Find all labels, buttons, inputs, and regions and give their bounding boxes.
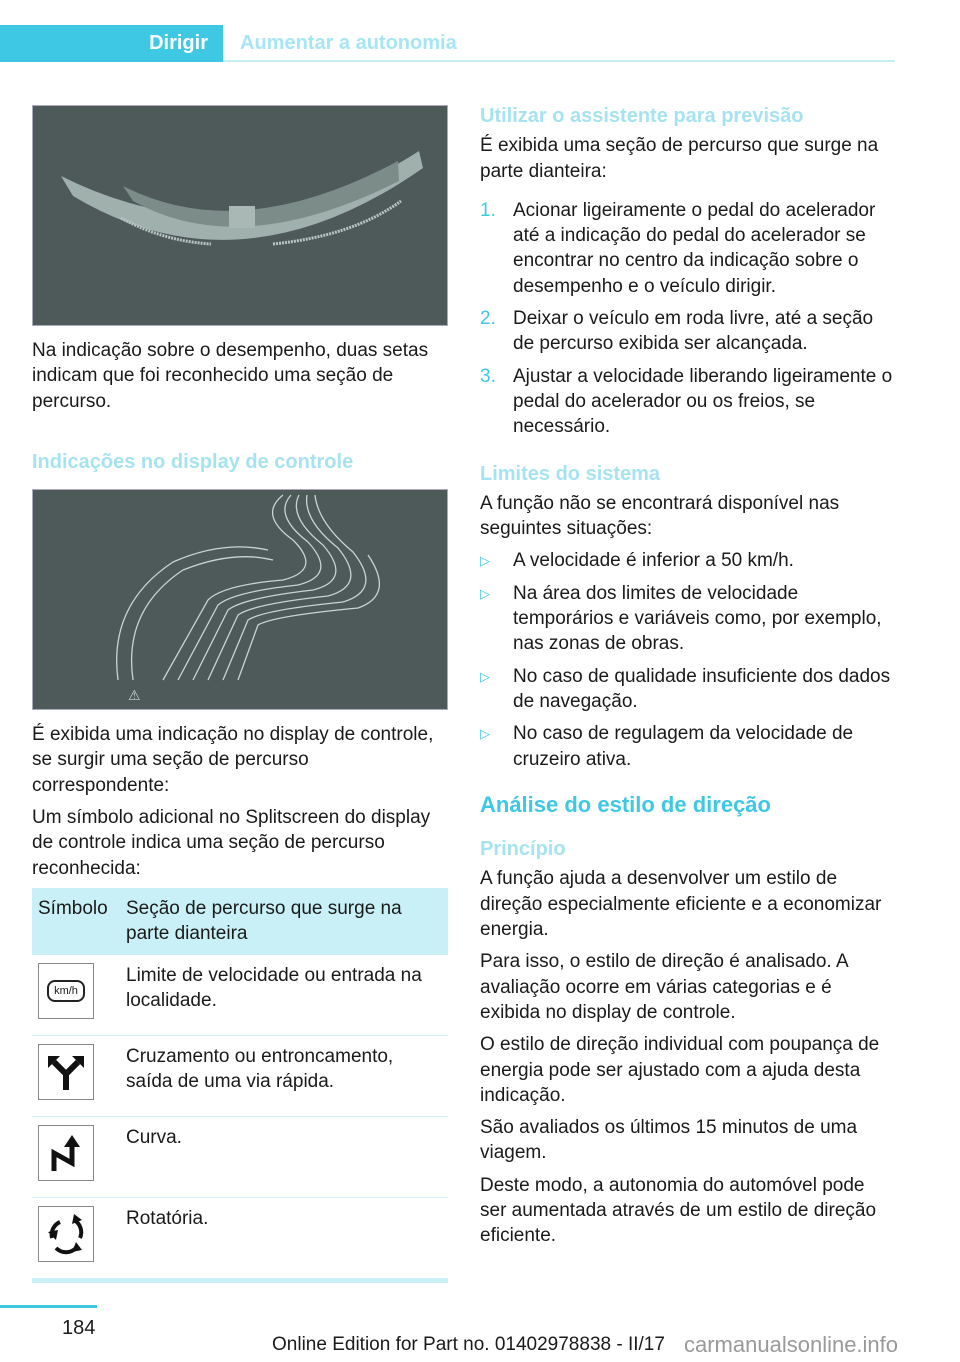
paragraph: Deste modo, a autonomia do automóvel pode ser aumentada através de um estilo de direção eficiente. <box>480 1174 877 1247</box>
step-text: Acionar ligeiramente o pedal do acelerador até a indicação do pedal do acelerador se encontrar no centro da indicação sobre o desempenho e o veículo dirigir. <box>513 199 876 297</box>
section-title: Aumentar a autonomia <box>240 32 457 54</box>
list-item <box>480 721 896 772</box>
step-text: Ajustar a velocidade liberando ligeiramente o pedal do acelerador ou os freios, se necessário. <box>513 365 893 438</box>
table-end-bar <box>32 1278 448 1283</box>
step-number: 2. <box>480 308 496 330</box>
section-heading: Princípio <box>480 838 566 861</box>
list-item <box>480 306 896 357</box>
svg-text:⚠: ⚠ <box>128 687 141 704</box>
list-item <box>480 364 896 440</box>
paragraph: Um símbolo adicional no Splitscreen do display de controle indica uma seção de percurso reconhecida: <box>32 807 431 879</box>
list-item <box>480 581 896 657</box>
paragraph: Na indicação sobre o desempenho, duas setas indicam que foi reconhecido uma seção de percurso. <box>32 340 429 412</box>
triangle-bullet-icon: ▷ <box>480 668 490 684</box>
triangle-bullet-icon: ▷ <box>480 726 490 742</box>
junction-icon <box>38 1044 94 1100</box>
bullet-text: No caso de regulagem da velocidade de cruzeiro ativa. <box>513 723 854 770</box>
table-header-row <box>32 888 448 955</box>
speed-limit-icon <box>38 963 94 1019</box>
right-column <box>480 104 896 1256</box>
triangle-bullet-icon: ▷ <box>480 553 490 569</box>
header-divider <box>223 60 895 62</box>
paragraph: São avaliados os últimos 15 minutos de uma viagem. <box>480 1117 858 1164</box>
triangle-bullet-icon: ▷ <box>480 585 490 601</box>
steps-list <box>480 198 896 440</box>
column-header: Seção de percurso que surge na parte dianteira <box>120 888 448 955</box>
watermark: carmanualsonline.info <box>684 1332 899 1357</box>
symbol-table <box>32 888 448 1278</box>
section-heading: Indicações no display de controle <box>32 450 354 473</box>
table-cell: Rotatória. <box>126 1207 209 1229</box>
paragraph: Para isso, o estilo de direção é analisado. A avaliação ocorre em várias categorias e é exibida no display de controle. <box>480 951 848 1023</box>
control-display-image <box>32 489 448 710</box>
left-column <box>32 105 448 1283</box>
icon-label: km/h <box>47 980 85 1002</box>
page-number: 184 <box>62 1317 96 1339</box>
list-item <box>480 664 896 715</box>
chapter-tab: Dirigir <box>0 25 223 62</box>
table-row <box>32 955 448 1036</box>
section-heading: Limites do sistema <box>480 462 661 485</box>
table-cell: Cruzamento ou entroncamento, saída de uma via rápida. <box>120 1035 448 1116</box>
bullet-text: Na área dos limites de velocidade temporários e variáveis como, por exemplo, nas zonas de obras. <box>513 582 882 655</box>
roundabout-icon <box>38 1206 94 1262</box>
performance-display-image <box>32 105 448 326</box>
column-header: Símbolo <box>32 888 120 955</box>
footer-divider <box>0 1305 97 1308</box>
bullet-text: A velocidade é inferior a 50 km/h. <box>513 550 794 572</box>
step-text: Deixar o veículo em roda livre, até a seção de percurso exibida ser alcançada. <box>513 308 874 355</box>
section-heading: Utilizar o assistente para previsão <box>480 105 804 127</box>
paragraph: O estilo de direção individual com poupança de energia pode ser ajustado com a ajuda desta indicação. <box>480 1034 880 1106</box>
paragraph: A função não se encontrará disponível nas seguintes situações: <box>480 492 840 540</box>
table-row <box>32 1035 448 1116</box>
table-cell: Curva. <box>120 1116 448 1197</box>
step-number: 1. <box>480 199 496 221</box>
list-item <box>480 548 896 573</box>
table-cell: Limite de velocidade ou entrada na localidade. <box>120 955 448 1036</box>
paragraph: É exibida uma indicação no display de controle, se surgir uma seção de percurso correspondente: <box>32 724 434 796</box>
bullet-text: No caso de qualidade insuficiente dos dados de navegação. <box>513 665 891 712</box>
bullet-list <box>480 548 896 771</box>
chapter-heading: Análise do estilo de direção <box>480 791 771 817</box>
paragraph: A função ajuda a desenvolver um estilo de direção especialmente eficiente e a economizar energia. <box>480 868 882 941</box>
table-row <box>32 1116 448 1197</box>
step-number: 3. <box>480 365 496 387</box>
curve-icon <box>38 1125 94 1181</box>
paragraph: É exibida uma seção de percurso que surge na parte dianteira: <box>480 135 879 182</box>
list-item <box>480 198 896 299</box>
edition-text: Online Edition for Part no. 01402978838 - II/17 <box>272 1334 665 1355</box>
table-row <box>32 1197 448 1278</box>
